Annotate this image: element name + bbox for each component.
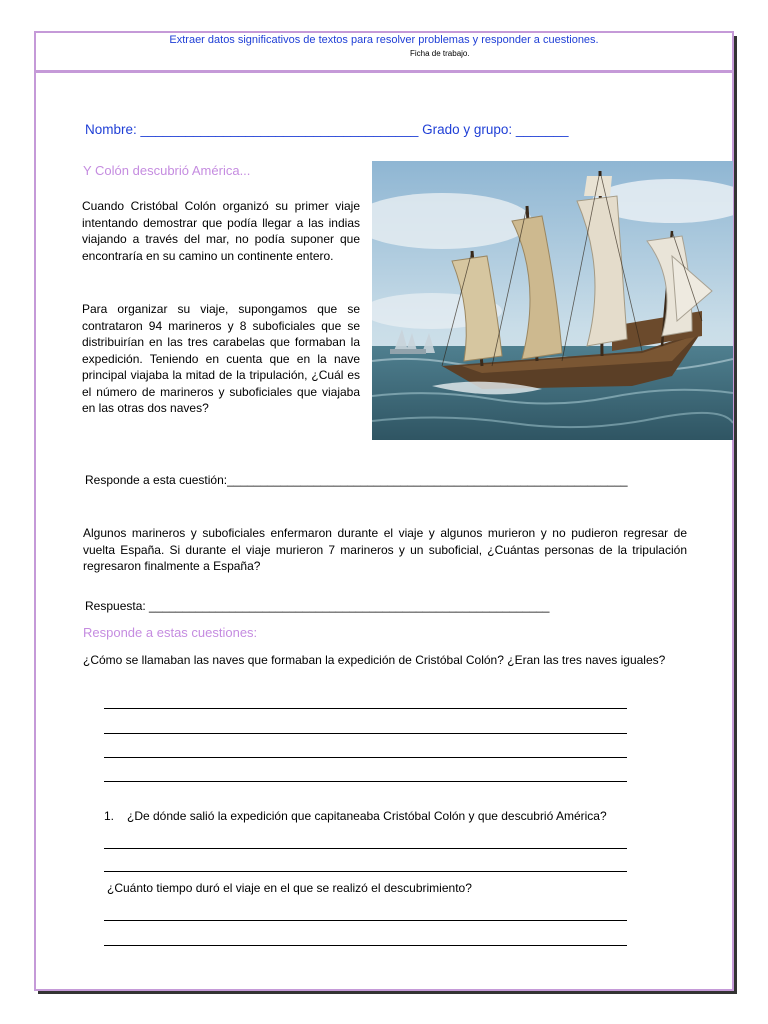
question-duration-text: ¿Cuánto tiempo duró el viaje en el que se realizó el descubrimiento? — [107, 881, 472, 895]
answer-line[interactable] — [104, 781, 627, 782]
caravel-ship-image — [372, 161, 733, 440]
answer-line[interactable] — [104, 871, 627, 872]
question-ships-text: ¿Cómo se llamaban las naves que formaban la expedición de Cristóbal Colón? ¿Eran las tres naves iguales? — [83, 653, 666, 667]
question-origin-text: ¿De dónde salió la expedición que capitaneaba Cristóbal Colón y que descubrió América? — [127, 809, 607, 823]
name-label: Nombre: — [85, 122, 141, 137]
name-field[interactable]: _____________________________________ — [140, 122, 419, 137]
question-origin-number: 1. — [104, 809, 115, 823]
question-1-answer-field[interactable]: ____________________________________________________________ — [227, 473, 628, 487]
questions-title: Responde a estas cuestiones: — [83, 625, 258, 640]
answer-line[interactable] — [104, 848, 627, 849]
answer-line[interactable] — [104, 757, 627, 758]
story-paragraph-2: Para organizar su viaje, supongamos que se contrataron 94 marineros y 8 suboficiales que se distribuirían en las tres carabelas que formaban la expedición. Teniendo en cuenta que en la nave principal viajaba la mitad de la tripulación, ¿Cuál es el número de marineros y suboficiales que viajaba en las otras dos naves? — [82, 302, 360, 415]
story-paragraph-1: Cuando Cristóbal Colón organizó su primer viaje intentando demostrar que podía llegar a las indias viajando a través del mar, no podía suponer que encontraría en su camino un continente entero. — [82, 199, 360, 263]
problem-2-answer-field[interactable]: ____________________________________________________________ — [149, 599, 550, 613]
answer-line[interactable] — [104, 920, 627, 921]
header-subtitle: Ficha de trabajo. — [410, 49, 470, 58]
header-divider — [34, 70, 734, 73]
question-1-row — [85, 473, 628, 487]
problem-2-text: Algunos marineros y suboficiales enfermaron durante el viaje y algunos murieron y no pudieron regresar de vuelta España. Si durante el viaje murieron 7 marineros y un suboficial, ¿Cuántas personas de la tripulación regresaron finalmente a España? — [83, 526, 687, 573]
group-field[interactable]: _______ — [515, 122, 569, 137]
problem-2-answer-label: Respuesta: — [85, 599, 150, 613]
student-info-row — [85, 122, 568, 137]
problem-2-answer-row — [85, 599, 549, 613]
story-title: Y Colón descubrió América... — [83, 163, 251, 178]
header-title: Extraer datos significativos de textos para resolver problemas y responder a cuestiones. — [169, 34, 599, 46]
answer-line[interactable] — [104, 708, 627, 709]
question-1-label: Responde a esta cuestión: — [85, 473, 228, 487]
answer-line[interactable] — [104, 945, 627, 946]
frame-shadow-right — [734, 36, 737, 994]
frame-shadow-bottom — [38, 991, 737, 994]
answer-line[interactable] — [104, 733, 627, 734]
group-label: Grado y grupo: — [418, 122, 516, 137]
